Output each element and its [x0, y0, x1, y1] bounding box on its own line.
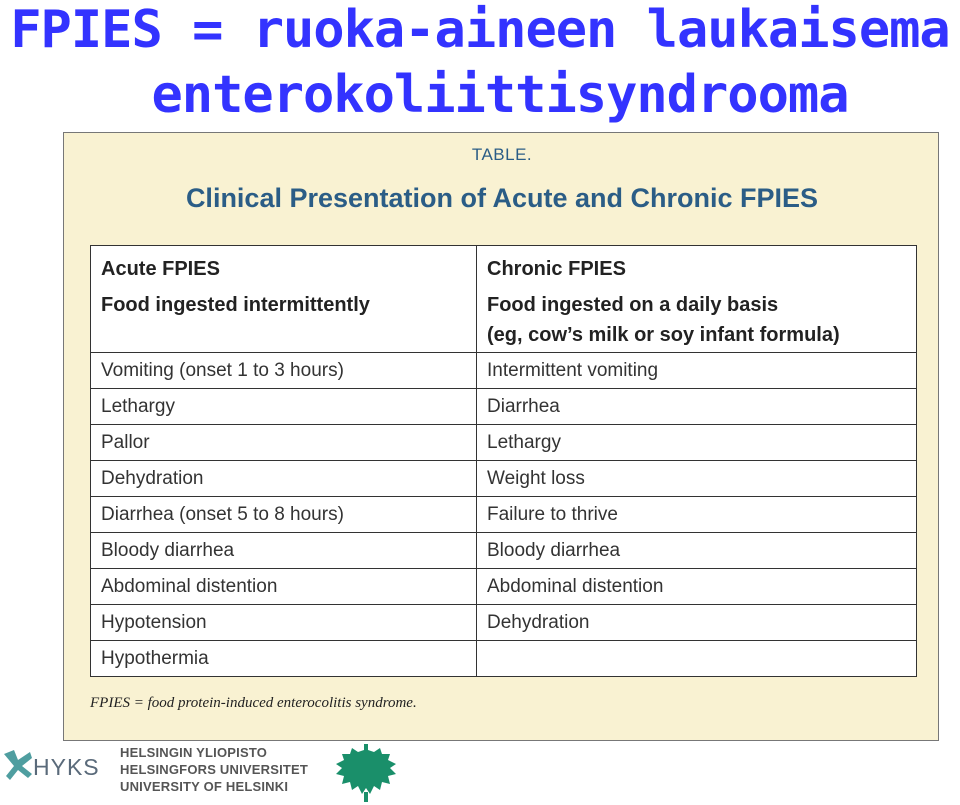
university-name: [120, 744, 308, 795]
table-row: [91, 605, 917, 641]
acute-symptom-cell: Hypothermia: [91, 641, 477, 677]
table-row: [91, 425, 917, 461]
acute-symptom-cell: Diarrhea (onset 5 to 8 hours): [91, 497, 477, 533]
chronic-subheader-1: Food ingested on a daily basis: [487, 294, 779, 316]
table-panel: [63, 132, 939, 741]
acute-symptom-cell: Bloody diarrhea: [91, 533, 477, 569]
slide-title-line-2: enterokoliittisyndrooma: [151, 65, 849, 125]
acute-header-cell: [91, 246, 477, 353]
chronic-header-cell: [477, 246, 917, 353]
university-name-line: UNIVERSITY OF HELSINKI: [120, 779, 289, 794]
university-name-line: HELSINGFORS UNIVERSITET: [120, 762, 309, 777]
table-label: TABLE.: [471, 145, 533, 164]
hyks-logo-text: HYKS: [33, 754, 100, 780]
chronic-symptom-cell: Lethargy: [477, 425, 917, 461]
table-row: [91, 641, 917, 677]
table-row: [91, 461, 917, 497]
slide-title-line-1: FPIES = ruoka-aineen laukaisema: [10, 0, 950, 60]
table-row: [91, 569, 917, 605]
table-row: [91, 497, 917, 533]
chronic-symptom-cell: Intermittent vomiting: [477, 353, 917, 389]
table-row: [91, 353, 917, 389]
acute-symptom-cell: Vomiting (onset 1 to 3 hours): [91, 353, 477, 389]
acute-symptom-cell: Pallor: [91, 425, 477, 461]
acute-symptom-cell: Hypotension: [91, 605, 477, 641]
chronic-symptom-cell: Dehydration: [477, 605, 917, 641]
acute-symptom-cell: Dehydration: [91, 461, 477, 497]
chronic-symptom-cell: [477, 641, 917, 677]
acute-subheader: Food ingested intermittently: [101, 294, 370, 316]
table-row: [91, 533, 917, 569]
table-heading: Clinical Presentation of Acute and Chronic FPIES: [185, 183, 819, 213]
acute-header: Acute FPIES: [101, 258, 220, 280]
fpies-table: [90, 245, 917, 677]
footer: [0, 740, 960, 805]
table-header-row: [91, 246, 917, 353]
acute-symptom-cell: Lethargy: [91, 389, 477, 425]
chronic-symptom-cell: Bloody diarrhea: [477, 533, 917, 569]
acute-symptom-cell: Abdominal distention: [91, 569, 477, 605]
table-footnote: FPIES = food protein-induced enterocolitis syndrome.: [90, 695, 417, 711]
university-emblem-icon: [330, 742, 402, 804]
chronic-symptom-cell: Abdominal distention: [477, 569, 917, 605]
chronic-symptom-cell: Diarrhea: [477, 389, 917, 425]
chronic-symptom-cell: Failure to thrive: [477, 497, 917, 533]
table-row: [91, 389, 917, 425]
university-name-line: HELSINGIN YLIOPISTO: [120, 745, 268, 760]
chronic-symptom-cell: Weight loss: [477, 461, 917, 497]
chronic-header: Chronic FPIES: [487, 258, 626, 280]
chronic-subheader-2: (eg, cow’s milk or soy infant formula): [487, 324, 840, 346]
